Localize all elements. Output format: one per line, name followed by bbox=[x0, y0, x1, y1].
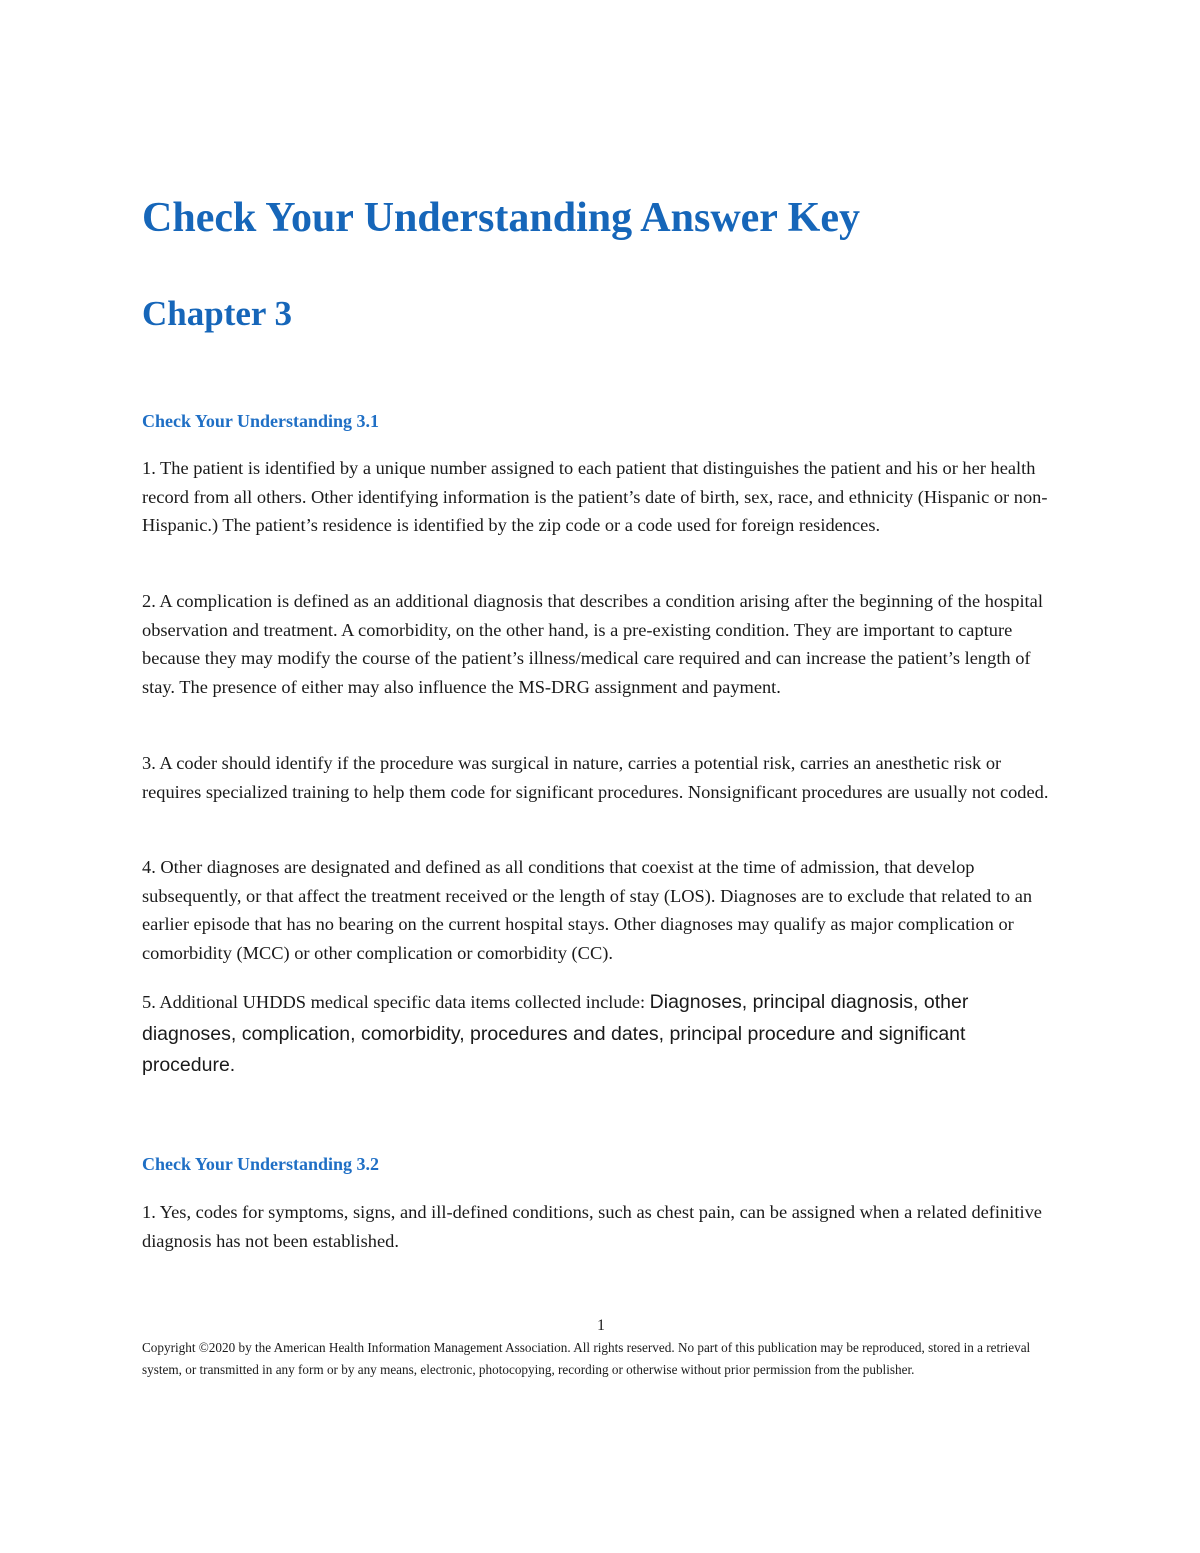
answer-3-2-1: 1. Yes, codes for symptoms, signs, and ill-defined conditions, such as chest pain, can be assigned when a related definitive diagnosis has not been established. bbox=[142, 1202, 1042, 1251]
copyright-notice: Copyright ©2020 by the American Health Information Management Association. All rights reserved. No part of this publication may be reproduced, stored in a retrieval system, or transmitted in any form or by any means, electronic, photocopying, recording or otherwise without prior permission from the publisher. bbox=[142, 1340, 1031, 1377]
answer-3-1-5 bbox=[142, 987, 1060, 1082]
document-title: Check Your Understanding Answer Key bbox=[142, 195, 860, 241]
answer-3-1-4: 4. Other diagnoses are designated and defined as all conditions that coexist at the time of admission, that develop subsequently, or that affect the treatment received or the length of stay (LOS). Diagnoses are to exclude that related to an earlier episode that has no bearing on the current hospital stays. Other diagnoses may qualify as major complication or comorbidity (MCC) or other complication or comorbidity (CC). bbox=[142, 857, 1033, 964]
answer-3-1-2: 2. A complication is defined as an additional diagnosis that describes a condition arising after the beginning of the hospital observation and treatment. A comorbidity, on the other hand, is a pre-existing condition. They are important to capture because they may modify the course of the patient’s illness/medical care required and can increase the patient’s length of stay. The presence of either may also influence the MS-DRG assignment and payment. bbox=[142, 591, 1043, 698]
answer-3-1-1: 1. The patient is identified by a unique number assigned to each patient that distinguishes the patient and his or her health record from all others. Other identifying information is the patient’s date of birth, sex, race, and ethnicity (Hispanic or non-Hispanic.) The patient’s residence is identified by the zip code or a code used for foreign residences. bbox=[142, 458, 1048, 536]
answer-3-1-5-lead: 5. Additional UHDDS medical specific data items collected include: bbox=[142, 992, 650, 1012]
page-number: 1 bbox=[597, 1317, 605, 1334]
chapter-title: Chapter 3 bbox=[142, 294, 293, 333]
answer-3-1-3: 3. A coder should identify if the procedure was surgical in nature, carries a potential risk, carries an anesthetic risk or requires specialized training to help them code for significant procedures. Nonsignificant procedures are usually not coded. bbox=[142, 753, 1049, 802]
answer-3-1-5-items: Diagnoses, principal diagnosis, other diagnoses, complication, comorbidity, procedures and dates, principal procedure and significant procedure. bbox=[142, 991, 969, 1076]
section-heading-3-2: Check Your Understanding 3.2 bbox=[142, 1154, 380, 1174]
section-heading-3-1: Check Your Understanding 3.1 bbox=[142, 411, 380, 431]
